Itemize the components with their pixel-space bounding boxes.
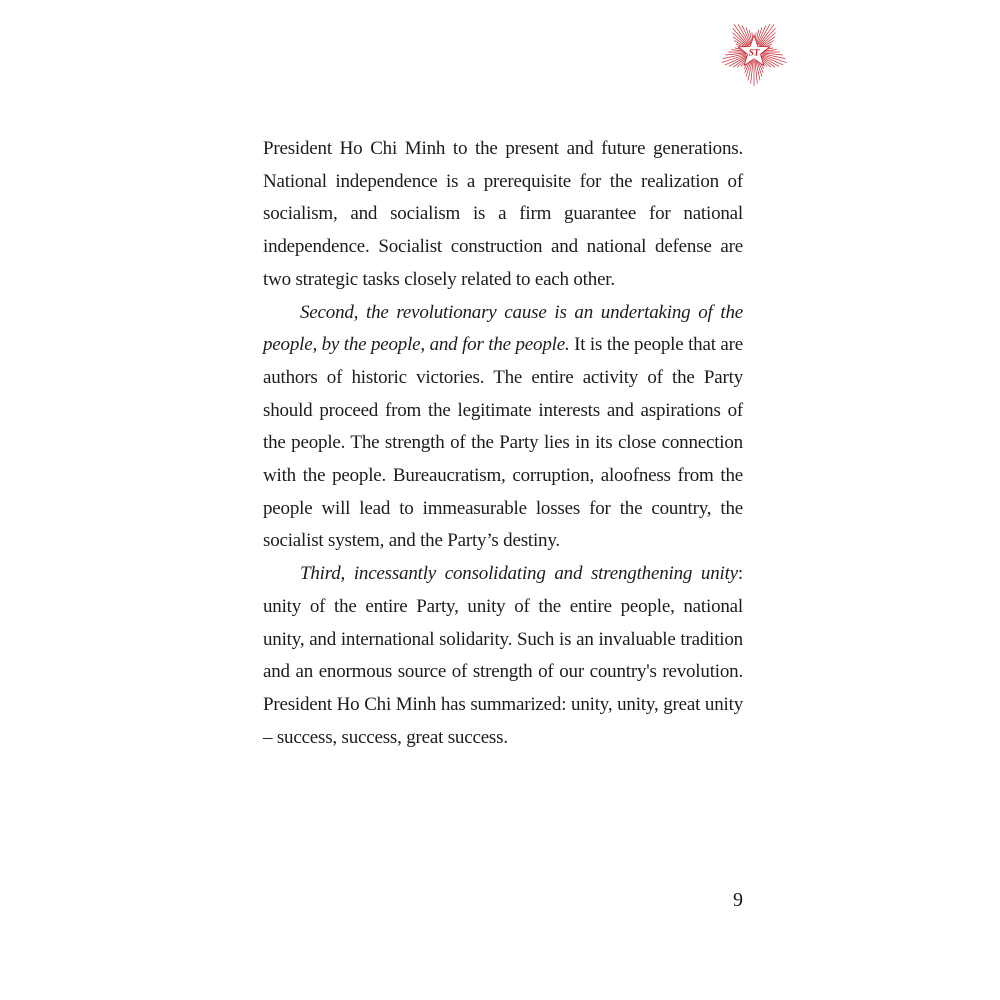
paragraph-3 <box>263 558 743 754</box>
paragraph-2-text: It is the people that are authors of historic victories. The entire activity of the Party should proceed from the legitimate interests and aspirations of the people. The strength of the Party lies in its close connection with the people. Bureaucratism, corruption, aloofness from the people will lead to immeasurable losses for the country, the socialist system, and the Party’s destiny. <box>263 334 743 552</box>
paragraph-2-italic-lead: Second, the revolutionary cause is an undertaking of the people, by the people, and for the people. <box>263 301 743 356</box>
page-text <box>263 133 743 754</box>
paragraph-2 <box>263 297 743 559</box>
star-burst-icon <box>716 14 792 90</box>
page-number: 9 <box>733 889 743 911</box>
paragraph-3-text: : unity of the entire Party, unity of the entire people, national unity, and international solidarity. Such is an invaluable tradition and an enormous source of strength of our country's revolution. President Ho Chi Minh has summarized: unity, unity, great unity – success, success, great success. <box>263 563 743 748</box>
publisher-logo <box>716 14 792 90</box>
paragraph-1-text: President Ho Chi Minh to the present and future generations. National independence is a prerequisite for the realization of socialism, and socialism is a firm guarantee for national independence. Socialist construction and national defense are two strategic tasks closely related to each other. <box>263 138 743 290</box>
logo-monogram: ST <box>748 47 760 58</box>
paragraph-1 <box>263 133 743 297</box>
paragraph-3-italic-lead: Third, incessantly consolidating and strengthening unity <box>300 563 738 585</box>
